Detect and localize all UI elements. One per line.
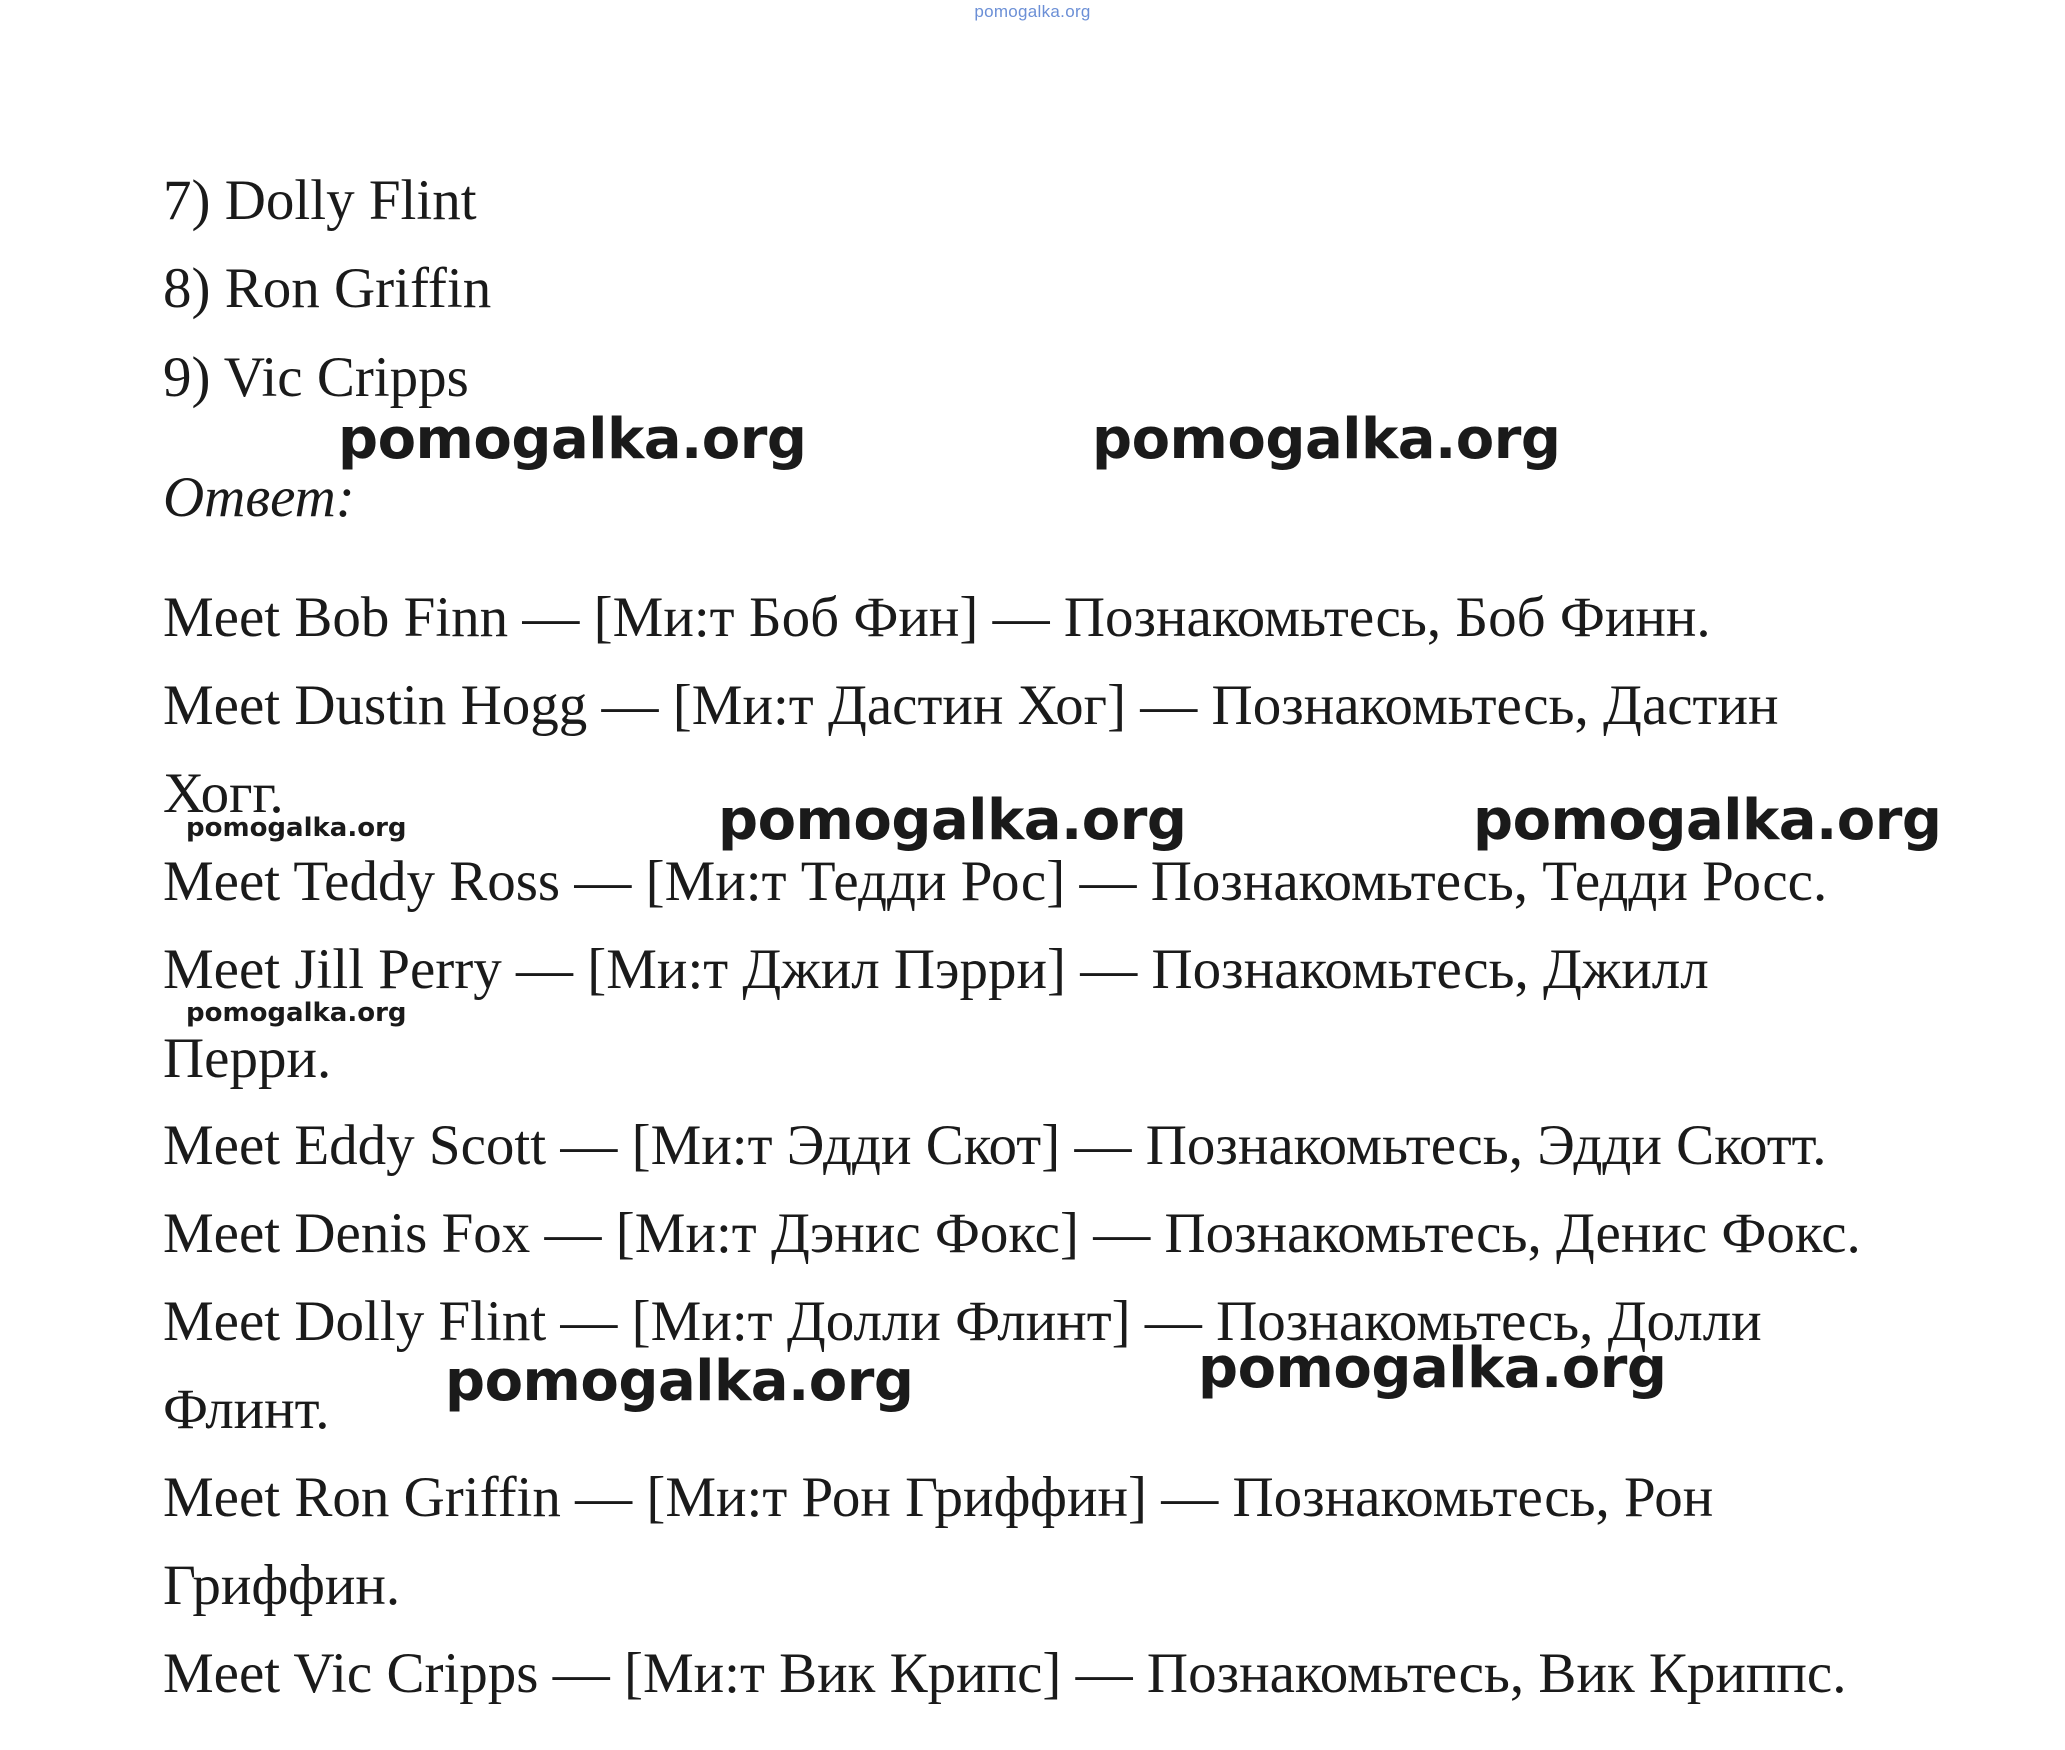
watermark: pomogalka.org (445, 1349, 914, 1414)
watermark: pomogalka.org (338, 407, 807, 472)
list-item-7: 7) Dolly Flint (163, 169, 477, 232)
answer-line: Meet Teddy Ross — [Ми:т Тедди Рос] — Познакомьтесь, Тедди Росс. (163, 850, 1828, 913)
header-watermark: pomogalka.org (974, 2, 1091, 21)
watermark: pomogalka.org (1092, 407, 1561, 472)
answer-line: Гриффин. (163, 1554, 401, 1617)
answer-line: Meet Eddy Scott — [Ми:т Эдди Скот] — Познакомьтесь, Эдди Скотт. (163, 1114, 1827, 1177)
watermark: pomogalka.org (1198, 1336, 1667, 1401)
answer-line: Перри. (163, 1027, 332, 1090)
answer-line: Meet Jill Perry — [Ми:т Джил Пэрри] — Познакомьтесь, Джилл (163, 938, 1709, 1001)
answer-line: Meet Dolly Flint — [Ми:т Долли Флинт] — Познакомьтесь, Долли (163, 1290, 1762, 1353)
answer-line: Meet Ron Griffin — [Ми:т Рон Гриффин] — Познакомьтесь, Рон (163, 1466, 1714, 1529)
list-item-9: 9) Vic Cripps (163, 346, 469, 409)
answer-line: Meet Dustin Hogg — [Ми:т Дастин Хог] — Познакомьтесь, Дастин (163, 674, 1779, 737)
watermark: pomogalka.org (186, 998, 407, 1028)
answer-line: Meet Bob Finn — [Ми:т Боб Фин] — Познакомьтесь, Боб Финн. (163, 586, 1711, 649)
answer-line: Meet Denis Fox — [Ми:т Дэнис Фокс] — Познакомьтесь, Денис Фокс. (163, 1202, 1861, 1265)
answer-label: Ответ: (163, 466, 355, 529)
answer-line: Флинт. (163, 1378, 330, 1441)
answer-line: Хогг. (163, 762, 284, 825)
watermark: pomogalka.org (186, 813, 407, 843)
answer-line: Meet Vic Cripps — [Ми:т Вик Крипс] — Познакомьтесь, Вик Криппс. (163, 1642, 1847, 1705)
watermark: pomogalka.org (1473, 788, 1942, 853)
watermark: pomogalka.org (718, 788, 1187, 853)
list-item-8: 8) Ron Griffin (163, 257, 492, 320)
